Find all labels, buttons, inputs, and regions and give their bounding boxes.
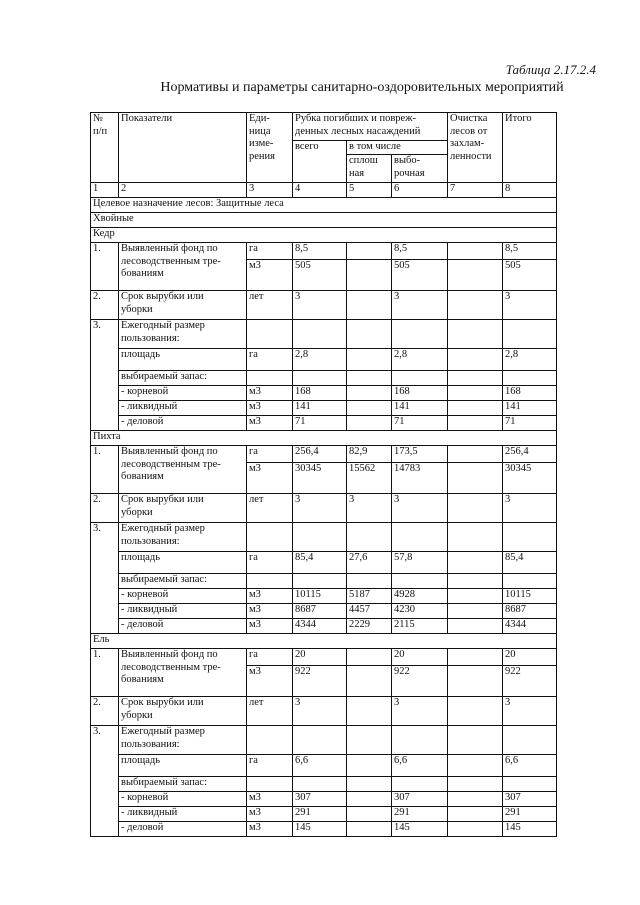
value-cell [448,349,503,371]
value-cell: м3 [247,589,293,604]
table-row [91,446,557,463]
value-cell [448,416,503,431]
value-cell [347,416,392,431]
value-cell: площадь [119,349,247,371]
value-cell [293,371,347,386]
value-cell: 2,8 [392,349,448,371]
column-number-row [91,183,557,198]
value-cell: 2,8 [293,349,347,371]
value-cell: 168 [503,386,557,401]
value-cell: м3 [247,792,293,807]
value-cell: 145 [503,822,557,837]
section-name: Кедр [91,228,557,243]
value-cell [448,589,503,604]
value-cell [347,755,392,777]
column-number: 8 [503,183,557,198]
table-row [91,371,557,386]
header-unit: Еди- ница изме- рения [247,113,293,183]
value-cell: 10115 [503,589,557,604]
value-cell [347,243,392,260]
value-cell [392,320,448,349]
value-cell [392,574,448,589]
value-cell [448,619,503,634]
value-cell: 6,6 [392,755,448,777]
table-row [91,589,557,604]
value-cell: м3 [247,463,293,494]
value-cell: 3 [293,697,347,726]
value-cell [247,523,293,552]
column-number: 5 [347,183,392,198]
column-number: 1 [91,183,119,198]
value-cell: 27,6 [347,552,392,574]
section-row [91,431,557,446]
value-cell: лет [247,494,293,523]
value-cell [347,807,392,822]
value-cell: м3 [247,401,293,416]
row-number: 1. [91,243,119,291]
value-cell: м3 [247,807,293,822]
table-row [91,807,557,822]
value-cell [347,822,392,837]
value-cell [347,649,392,666]
value-cell: 291 [503,807,557,822]
value-cell: - ликвидный [119,807,247,822]
value-cell: 82,9 [347,446,392,463]
value-cell: - деловой [119,416,247,431]
value-cell: 85,4 [503,552,557,574]
value-cell [448,371,503,386]
value-cell [347,792,392,807]
value-cell: 922 [392,666,448,697]
value-cell [448,666,503,697]
value-cell [448,260,503,291]
value-cell: 2,8 [503,349,557,371]
value-cell [448,792,503,807]
indicator-label: Выявленный фонд по лесоводственным тре- бованиям [119,243,247,291]
value-cell [448,807,503,822]
value-cell: 141 [392,401,448,416]
indicator-label: Ежегодный размер пользования: [119,320,247,349]
value-cell [347,726,392,755]
value-cell: га [247,349,293,371]
value-cell [503,726,557,755]
value-cell: - корневой [119,386,247,401]
header-cleaning: Очистка лесов от захлам- ленности [448,113,503,183]
value-cell [448,726,503,755]
value-cell: 3 [503,697,557,726]
purpose-row [91,198,557,213]
value-cell [448,320,503,349]
value-cell: га [247,243,293,260]
value-cell [347,371,392,386]
value-cell [448,463,503,494]
value-cell [347,349,392,371]
row-number: 1. [91,649,119,697]
value-cell: 10115 [293,589,347,604]
value-cell: 307 [392,792,448,807]
norms-table [90,112,557,837]
value-cell [448,697,503,726]
value-cell [503,574,557,589]
header-solid: сплош ная [347,155,392,183]
value-cell [347,386,392,401]
value-cell: м3 [247,260,293,291]
value-cell [448,552,503,574]
table-row [91,649,557,666]
value-cell: - ликвидный [119,604,247,619]
value-cell: га [247,446,293,463]
value-cell [448,386,503,401]
value-cell: площадь [119,552,247,574]
value-cell: - ликвидный [119,401,247,416]
value-cell: 168 [293,386,347,401]
value-cell [293,574,347,589]
value-cell [503,320,557,349]
value-cell [448,777,503,792]
value-cell: 141 [293,401,347,416]
value-cell [448,574,503,589]
value-cell: 8687 [503,604,557,619]
table-row [91,494,557,523]
table-row [91,243,557,260]
value-cell [347,574,392,589]
column-number: 3 [247,183,293,198]
value-cell: - деловой [119,619,247,634]
value-cell: 4344 [293,619,347,634]
row-number: 2. [91,494,119,523]
value-cell: 14783 [392,463,448,494]
section-row [91,228,557,243]
value-cell [247,726,293,755]
indicator-label: Срок вырубки или уборки [119,697,247,726]
column-number: 2 [119,183,247,198]
value-cell: 8,5 [503,243,557,260]
value-cell: 6,6 [503,755,557,777]
value-cell [293,523,347,552]
table-title: Нормативы и параметры санитарно-оздоровительных мероприятий [160,80,564,95]
value-cell [347,777,392,792]
value-cell: 256,4 [503,446,557,463]
value-cell [392,523,448,552]
value-cell [347,666,392,697]
value-cell [347,523,392,552]
value-cell [448,494,503,523]
value-cell: 4344 [503,619,557,634]
value-cell [448,446,503,463]
value-cell [293,777,347,792]
section-row [91,634,557,649]
row-number: 3. [91,523,119,634]
value-cell: 71 [293,416,347,431]
value-cell: 3 [392,494,448,523]
row-number: 3. [91,726,119,837]
value-cell: 2115 [392,619,448,634]
value-cell [392,726,448,755]
value-cell: - деловой [119,822,247,837]
table-row [91,349,557,371]
value-cell [247,371,293,386]
value-cell: 291 [293,807,347,822]
header-row [91,113,557,141]
value-cell [392,777,448,792]
table-row [91,416,557,431]
value-cell: 922 [503,666,557,697]
value-cell: 30345 [293,463,347,494]
indicator-label: Срок вырубки или уборки [119,291,247,320]
value-cell: 168 [392,386,448,401]
value-cell [503,777,557,792]
value-cell [503,371,557,386]
value-cell: 505 [392,260,448,291]
value-cell: 71 [392,416,448,431]
value-cell: - корневой [119,792,247,807]
value-cell: 291 [392,807,448,822]
value-cell: 20 [503,649,557,666]
table-row [91,574,557,589]
table-row [91,401,557,416]
value-cell [347,291,392,320]
stock-label: выбираемый запас: [119,371,247,386]
value-cell: 4928 [392,589,448,604]
header-num: № п/п [91,113,119,183]
value-cell: 307 [503,792,557,807]
value-cell [448,604,503,619]
value-cell: 3 [392,697,448,726]
value-cell: 4230 [392,604,448,619]
value-cell: 3 [293,291,347,320]
group-row [91,213,557,228]
value-cell: 5187 [347,589,392,604]
header-felling: Рубка погибших и повреж- денных лесных насаждений [293,113,448,141]
table-row [91,755,557,777]
value-cell: 307 [293,792,347,807]
value-cell [247,320,293,349]
row-number: 3. [91,320,119,431]
value-cell: 20 [392,649,448,666]
column-number: 4 [293,183,347,198]
value-cell [448,291,503,320]
value-cell [347,401,392,416]
column-number: 6 [392,183,448,198]
value-cell: 15562 [347,463,392,494]
value-cell: 3 [293,494,347,523]
value-cell: 145 [293,822,347,837]
section-name: Пихта [91,431,557,446]
value-cell: 173,5 [392,446,448,463]
table-number: Таблица 2.17.2.4 [505,62,596,77]
value-cell: 922 [293,666,347,697]
value-cell: 3 [347,494,392,523]
table-row [91,619,557,634]
table-row [91,697,557,726]
indicator-label: Выявленный фонд по лесоводственным тре- бованиям [119,446,247,494]
value-cell: га [247,755,293,777]
value-cell [392,371,448,386]
value-cell [347,260,392,291]
group-label: Хвойные [91,213,557,228]
header-incl: в том числе [347,141,448,155]
value-cell: 145 [392,822,448,837]
table-row [91,604,557,619]
value-cell: м3 [247,416,293,431]
value-cell [247,777,293,792]
value-cell: 30345 [503,463,557,494]
table-row [91,552,557,574]
value-cell: 3 [392,291,448,320]
value-cell: 8687 [293,604,347,619]
value-cell: 505 [503,260,557,291]
table-row [91,822,557,837]
value-cell [347,697,392,726]
value-cell: 8,5 [293,243,347,260]
header-total-all: всего [293,141,347,183]
header-selective: выбо- рочная [392,155,448,183]
value-cell [448,523,503,552]
stock-label: выбираемый запас: [119,777,247,792]
row-number: 2. [91,697,119,726]
indicator-label: Ежегодный размер пользования: [119,523,247,552]
value-cell [448,649,503,666]
table-row [91,726,557,755]
value-cell: - корневой [119,589,247,604]
value-cell: м3 [247,822,293,837]
table-row [91,386,557,401]
value-cell: га [247,649,293,666]
value-cell: 256,4 [293,446,347,463]
value-cell: 3 [503,494,557,523]
table-row [91,291,557,320]
value-cell: м3 [247,619,293,634]
value-cell: 141 [503,401,557,416]
stock-label: выбираемый запас: [119,574,247,589]
value-cell: м3 [247,386,293,401]
table-row [91,792,557,807]
value-cell [293,726,347,755]
value-cell [247,574,293,589]
value-cell [448,822,503,837]
table-row [91,320,557,349]
value-cell: 6,6 [293,755,347,777]
value-cell [448,401,503,416]
table-row [91,777,557,792]
value-cell: 2229 [347,619,392,634]
section-name: Ель [91,634,557,649]
purpose-label: Целевое назначение лесов: Защитные леса [91,198,557,213]
value-cell [448,755,503,777]
table-body [91,113,557,837]
value-cell: площадь [119,755,247,777]
value-cell: 505 [293,260,347,291]
header-indicator: Показатели [119,113,247,183]
value-cell: 3 [503,291,557,320]
value-cell: 4457 [347,604,392,619]
indicator-label: Срок вырубки или уборки [119,494,247,523]
value-cell: 71 [503,416,557,431]
value-cell: га [247,552,293,574]
value-cell: лет [247,697,293,726]
value-cell [503,523,557,552]
value-cell [347,320,392,349]
table-row [91,523,557,552]
value-cell: лет [247,291,293,320]
value-cell: 85,4 [293,552,347,574]
header-total: Итого [503,113,557,183]
column-number: 7 [448,183,503,198]
value-cell: 20 [293,649,347,666]
value-cell: 57,8 [392,552,448,574]
value-cell: м3 [247,666,293,697]
row-number: 2. [91,291,119,320]
value-cell [293,320,347,349]
value-cell: м3 [247,604,293,619]
indicator-label: Ежегодный размер пользования: [119,726,247,755]
indicator-label: Выявленный фонд по лесоводственным тре- бованиям [119,649,247,697]
value-cell: 8,5 [392,243,448,260]
row-number: 1. [91,446,119,494]
value-cell [448,243,503,260]
